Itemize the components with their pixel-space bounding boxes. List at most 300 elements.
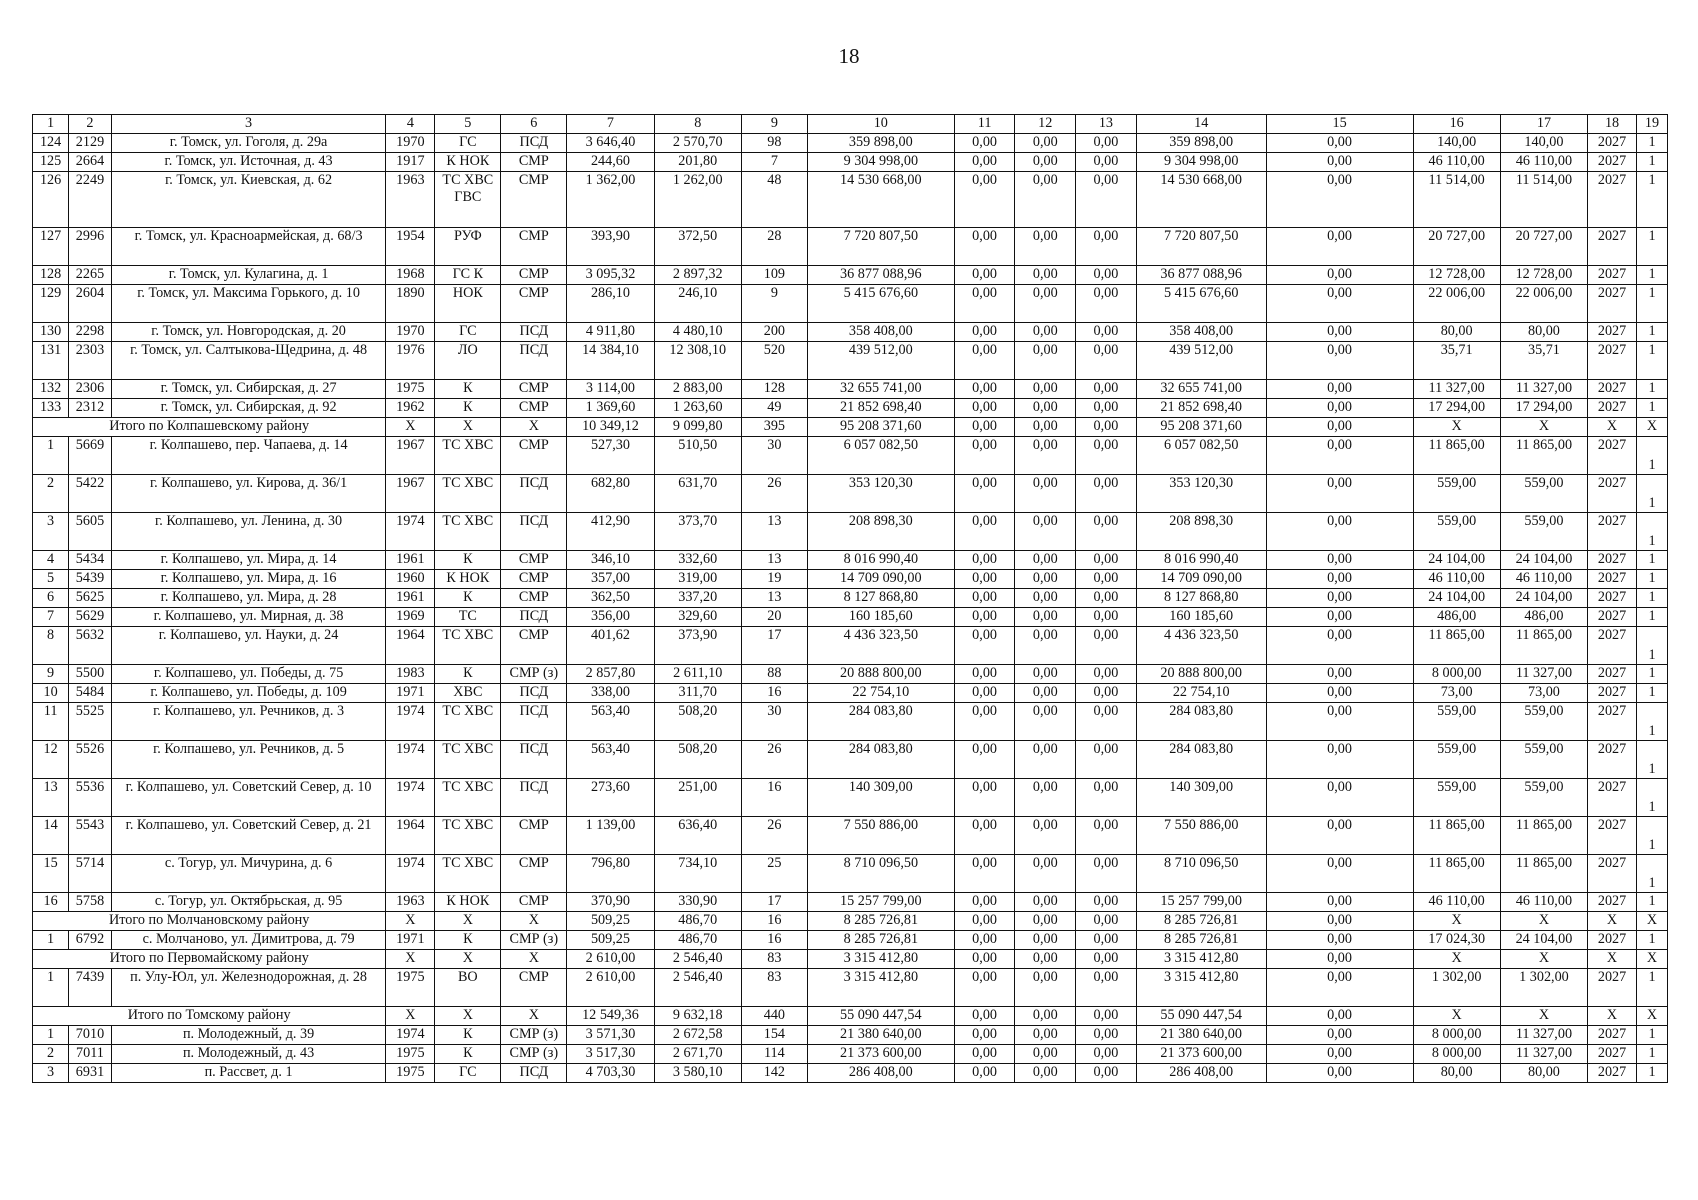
- cell-col-11: 0,00: [954, 665, 1015, 684]
- cell-col-18: 2027: [1588, 589, 1637, 608]
- cell-col-6: ПСД: [501, 684, 567, 703]
- cell-col-5: К: [435, 1045, 501, 1064]
- cell-col-6: СМР: [501, 855, 567, 893]
- cell-col-16: 24 104,00: [1413, 589, 1500, 608]
- cell-col-2: 5434: [69, 551, 112, 570]
- cell-col-6: СМР: [501, 172, 567, 228]
- cell-col-1: 10: [33, 684, 69, 703]
- cell-col-5: Х: [435, 418, 501, 437]
- cell-col-2: 7439: [69, 969, 112, 1007]
- cell-col-18: 2027: [1588, 665, 1637, 684]
- cell-col-1: 3: [33, 1064, 69, 1083]
- cell-col-8: 486,70: [654, 912, 741, 931]
- address-cell: с. Тогур, ул. Октябрьская, д. 95: [111, 893, 386, 912]
- column-header-9: 9: [741, 115, 807, 134]
- column-header-3: 3: [111, 115, 386, 134]
- cell-col-2: 2604: [69, 285, 112, 323]
- cell-col-19: 1: [1637, 172, 1668, 228]
- cell-col-16: 12 728,00: [1413, 266, 1500, 285]
- cell-col-4: 1976: [386, 342, 435, 380]
- cell-col-7: 356,00: [567, 608, 654, 627]
- cell-col-9: 98: [741, 134, 807, 153]
- cell-col-1: 6: [33, 589, 69, 608]
- cell-col-17: 11 865,00: [1500, 817, 1587, 855]
- cell-col-7: 370,90: [567, 893, 654, 912]
- cell-col-17: 11 327,00: [1500, 665, 1587, 684]
- cell-col-17: Х: [1500, 912, 1587, 931]
- cell-col-5: К: [435, 589, 501, 608]
- cell-col-13: 0,00: [1076, 1064, 1137, 1083]
- cell-col-1: 1: [33, 437, 69, 475]
- cell-col-7: 338,00: [567, 684, 654, 703]
- cell-col-15: 0,00: [1266, 323, 1413, 342]
- cell-col-2: 5543: [69, 817, 112, 855]
- cell-col-9: 28: [741, 228, 807, 266]
- cell-col-8: 246,10: [654, 285, 741, 323]
- cell-col-2: 6931: [69, 1064, 112, 1083]
- cell-col-13: 0,00: [1076, 779, 1137, 817]
- table-row: [33, 893, 1668, 912]
- cell-col-19: 1: [1637, 684, 1668, 703]
- cell-col-10: 5 415 676,60: [807, 285, 954, 323]
- cell-col-15: 0,00: [1266, 893, 1413, 912]
- cell-col-14: 353 120,30: [1136, 475, 1266, 513]
- cell-col-9: 26: [741, 475, 807, 513]
- cell-col-12: 0,00: [1015, 817, 1076, 855]
- cell-col-9: 30: [741, 437, 807, 475]
- cell-col-7: 12 549,36: [567, 1007, 654, 1026]
- cell-col-10: 32 655 741,00: [807, 380, 954, 399]
- cell-col-17: 17 294,00: [1500, 399, 1587, 418]
- table-row: [33, 285, 1668, 323]
- address-cell: г. Томск, ул. Сибирская, д. 92: [111, 399, 386, 418]
- cell-col-6: ПСД: [501, 513, 567, 551]
- cell-col-13: 0,00: [1076, 1026, 1137, 1045]
- cell-col-12: 0,00: [1015, 741, 1076, 779]
- cell-col-4: 1971: [386, 931, 435, 950]
- cell-col-6: СМР: [501, 437, 567, 475]
- cell-col-11: 0,00: [954, 418, 1015, 437]
- cell-col-18: 2027: [1588, 893, 1637, 912]
- cell-col-15: 0,00: [1266, 342, 1413, 380]
- cell-col-19: 1: [1637, 513, 1668, 551]
- cell-col-10: 21 852 698,40: [807, 399, 954, 418]
- cell-col-18: 2027: [1588, 855, 1637, 893]
- table-row: [33, 551, 1668, 570]
- cell-col-11: 0,00: [954, 931, 1015, 950]
- cell-col-9: 440: [741, 1007, 807, 1026]
- cell-col-13: 0,00: [1076, 893, 1137, 912]
- cell-col-19: 1: [1637, 779, 1668, 817]
- cell-col-10: 140 309,00: [807, 779, 954, 817]
- cell-col-2: 5758: [69, 893, 112, 912]
- cell-col-6: СМР: [501, 969, 567, 1007]
- cell-col-17: 559,00: [1500, 703, 1587, 741]
- table-row: [33, 665, 1668, 684]
- cell-col-7: 682,80: [567, 475, 654, 513]
- cell-col-16: 80,00: [1413, 1064, 1500, 1083]
- cell-col-8: 4 480,10: [654, 323, 741, 342]
- cell-col-12: 0,00: [1015, 855, 1076, 893]
- cell-col-15: 0,00: [1266, 1045, 1413, 1064]
- cell-col-4: 1962: [386, 399, 435, 418]
- cell-col-9: 17: [741, 627, 807, 665]
- cell-col-1: 2: [33, 475, 69, 513]
- cell-col-6: СМР (з): [501, 931, 567, 950]
- cell-col-5: НОК: [435, 285, 501, 323]
- cell-col-14: 8 285 726,81: [1136, 912, 1266, 931]
- cell-col-18: 2027: [1588, 931, 1637, 950]
- column-header-13: 13: [1076, 115, 1137, 134]
- cell-col-14: 21 852 698,40: [1136, 399, 1266, 418]
- cell-col-8: 734,10: [654, 855, 741, 893]
- cell-col-18: 2027: [1588, 399, 1637, 418]
- column-header-8: 8: [654, 115, 741, 134]
- cell-col-8: 1 262,00: [654, 172, 741, 228]
- column-header-16: 16: [1413, 115, 1500, 134]
- column-header-18: 18: [1588, 115, 1637, 134]
- cell-col-4: 1974: [386, 779, 435, 817]
- cell-col-18: 2027: [1588, 684, 1637, 703]
- cell-col-11: 0,00: [954, 627, 1015, 665]
- cell-col-5: ГС: [435, 134, 501, 153]
- cell-col-14: 9 304 998,00: [1136, 153, 1266, 172]
- cell-col-13: 0,00: [1076, 228, 1137, 266]
- column-header-5: 5: [435, 115, 501, 134]
- cell-col-5: ТС ХВС: [435, 779, 501, 817]
- table-row: [33, 855, 1668, 893]
- cell-col-1: 1: [33, 931, 69, 950]
- cell-col-14: 8 016 990,40: [1136, 551, 1266, 570]
- cell-col-5: ТС ХВС: [435, 817, 501, 855]
- cell-col-16: 11 865,00: [1413, 817, 1500, 855]
- cell-col-7: 3 095,32: [567, 266, 654, 285]
- cell-col-5: ГС К: [435, 266, 501, 285]
- cell-col-14: 21 380 640,00: [1136, 1026, 1266, 1045]
- cell-col-18: 2027: [1588, 228, 1637, 266]
- cell-col-4: 1963: [386, 172, 435, 228]
- cell-col-10: 3 315 412,80: [807, 950, 954, 969]
- cell-col-5: ТС ХВС ГВС: [435, 172, 501, 228]
- table-row: [33, 172, 1668, 228]
- cell-col-10: 286 408,00: [807, 1064, 954, 1083]
- cell-col-9: 26: [741, 817, 807, 855]
- cell-col-2: 2249: [69, 172, 112, 228]
- cell-col-19: 1: [1637, 437, 1668, 475]
- cell-col-2: 5439: [69, 570, 112, 589]
- cell-col-17: 24 104,00: [1500, 931, 1587, 950]
- cell-col-6: Х: [501, 1007, 567, 1026]
- cell-col-13: 0,00: [1076, 608, 1137, 627]
- cell-col-13: 0,00: [1076, 912, 1137, 931]
- cell-col-4: 1963: [386, 893, 435, 912]
- cell-col-5: ЛО: [435, 342, 501, 380]
- cell-col-10: 359 898,00: [807, 134, 954, 153]
- cell-col-15: 0,00: [1266, 665, 1413, 684]
- address-cell: г. Колпашево, ул. Кирова, д. 36/1: [111, 475, 386, 513]
- cell-col-9: 520: [741, 342, 807, 380]
- cell-col-2: 6792: [69, 931, 112, 950]
- cell-col-6: ПСД: [501, 342, 567, 380]
- cell-col-5: ТС ХВС: [435, 855, 501, 893]
- cell-col-15: 0,00: [1266, 684, 1413, 703]
- cell-col-13: 0,00: [1076, 570, 1137, 589]
- cell-col-4: 1974: [386, 1026, 435, 1045]
- cell-col-9: 83: [741, 950, 807, 969]
- cell-col-6: СМР: [501, 228, 567, 266]
- cell-col-10: 21 373 600,00: [807, 1045, 954, 1064]
- cell-col-12: 0,00: [1015, 570, 1076, 589]
- address-cell: г. Колпашево, ул. Ленина, д. 30: [111, 513, 386, 551]
- cell-col-8: 2 611,10: [654, 665, 741, 684]
- cell-col-10: 3 315 412,80: [807, 969, 954, 1007]
- cell-col-14: 36 877 088,96: [1136, 266, 1266, 285]
- cell-col-9: 13: [741, 513, 807, 551]
- cell-col-9: 128: [741, 380, 807, 399]
- cell-col-18: 2027: [1588, 475, 1637, 513]
- table-row: [33, 817, 1668, 855]
- cell-col-17: 486,00: [1500, 608, 1587, 627]
- cell-col-18: 2027: [1588, 779, 1637, 817]
- cell-col-1: 128: [33, 266, 69, 285]
- address-cell: г. Колпашево, ул. Советский Север, д. 21: [111, 817, 386, 855]
- cell-col-8: 486,70: [654, 931, 741, 950]
- cell-col-11: 0,00: [954, 323, 1015, 342]
- cell-col-19: 1: [1637, 228, 1668, 266]
- cell-col-4: 1967: [386, 437, 435, 475]
- cell-col-1: 3: [33, 513, 69, 551]
- cell-col-10: 284 083,80: [807, 703, 954, 741]
- cell-col-8: 508,20: [654, 703, 741, 741]
- cell-col-16: 35,71: [1413, 342, 1500, 380]
- cell-col-16: Х: [1413, 912, 1500, 931]
- cell-col-18: Х: [1588, 1007, 1637, 1026]
- cell-col-1: 5: [33, 570, 69, 589]
- cell-col-19: 1: [1637, 627, 1668, 665]
- cell-col-11: 0,00: [954, 513, 1015, 551]
- cell-col-13: 0,00: [1076, 1045, 1137, 1064]
- cell-col-9: 30: [741, 703, 807, 741]
- cell-col-15: 0,00: [1266, 380, 1413, 399]
- cell-col-14: 208 898,30: [1136, 513, 1266, 551]
- cell-col-16: 22 006,00: [1413, 285, 1500, 323]
- cell-col-11: 0,00: [954, 153, 1015, 172]
- cell-col-14: 20 888 800,00: [1136, 665, 1266, 684]
- cell-col-8: 636,40: [654, 817, 741, 855]
- cell-col-17: 24 104,00: [1500, 589, 1587, 608]
- cell-col-14: 14 709 090,00: [1136, 570, 1266, 589]
- cell-col-19: 1: [1637, 153, 1668, 172]
- cell-col-6: ПСД: [501, 608, 567, 627]
- table-row: [33, 684, 1668, 703]
- cell-col-14: 284 083,80: [1136, 703, 1266, 741]
- cell-col-1: 1: [33, 1026, 69, 1045]
- cell-col-5: ТС: [435, 608, 501, 627]
- cell-col-18: 2027: [1588, 1045, 1637, 1064]
- cell-col-8: 2 546,40: [654, 969, 741, 1007]
- cell-col-4: 1954: [386, 228, 435, 266]
- cell-col-11: 0,00: [954, 1045, 1015, 1064]
- cell-col-10: 8 285 726,81: [807, 931, 954, 950]
- cell-col-9: 9: [741, 285, 807, 323]
- cell-col-8: 631,70: [654, 475, 741, 513]
- cell-col-16: Х: [1413, 418, 1500, 437]
- cell-col-12: 0,00: [1015, 285, 1076, 323]
- cell-col-16: 559,00: [1413, 475, 1500, 513]
- cell-col-14: 7 550 886,00: [1136, 817, 1266, 855]
- cell-col-1: 124: [33, 134, 69, 153]
- district-total-label: Итого по Томскому району: [33, 1007, 386, 1026]
- cell-col-4: 1970: [386, 323, 435, 342]
- cell-col-18: 2027: [1588, 153, 1637, 172]
- cell-col-7: 509,25: [567, 912, 654, 931]
- cell-col-14: 160 185,60: [1136, 608, 1266, 627]
- cell-col-4: 1960: [386, 570, 435, 589]
- cell-col-13: 0,00: [1076, 969, 1137, 1007]
- cell-col-12: 0,00: [1015, 228, 1076, 266]
- cell-col-13: 0,00: [1076, 855, 1137, 893]
- cell-col-11: 0,00: [954, 969, 1015, 1007]
- cell-col-7: 393,90: [567, 228, 654, 266]
- cell-col-6: СМР: [501, 551, 567, 570]
- cell-col-5: ТС ХВС: [435, 513, 501, 551]
- cell-col-15: 0,00: [1266, 931, 1413, 950]
- table-row: [33, 627, 1668, 665]
- table-row: [33, 323, 1668, 342]
- cell-col-10: 55 090 447,54: [807, 1007, 954, 1026]
- cell-col-15: 0,00: [1266, 627, 1413, 665]
- cell-col-18: Х: [1588, 912, 1637, 931]
- column-header-11: 11: [954, 115, 1015, 134]
- cell-col-7: 1 139,00: [567, 817, 654, 855]
- cell-col-7: 244,60: [567, 153, 654, 172]
- address-cell: г. Колпашево, ул. Мирная, д. 38: [111, 608, 386, 627]
- cell-col-19: 1: [1637, 551, 1668, 570]
- cell-col-11: 0,00: [954, 172, 1015, 228]
- cell-col-14: 3 315 412,80: [1136, 969, 1266, 1007]
- cell-col-13: 0,00: [1076, 513, 1137, 551]
- cell-col-8: 3 580,10: [654, 1064, 741, 1083]
- cell-col-12: 0,00: [1015, 399, 1076, 418]
- cell-col-4: 1961: [386, 589, 435, 608]
- cell-col-12: 0,00: [1015, 266, 1076, 285]
- cell-col-15: 0,00: [1266, 969, 1413, 1007]
- cell-col-7: 796,80: [567, 855, 654, 893]
- cell-col-7: 2 610,00: [567, 969, 654, 1007]
- cell-col-10: 15 257 799,00: [807, 893, 954, 912]
- cell-col-11: 0,00: [954, 551, 1015, 570]
- cell-col-18: 2027: [1588, 627, 1637, 665]
- cell-col-11: 0,00: [954, 437, 1015, 475]
- cell-col-19: Х: [1637, 418, 1668, 437]
- cell-col-4: 1968: [386, 266, 435, 285]
- cell-col-5: ХВС: [435, 684, 501, 703]
- cell-col-6: ПСД: [501, 323, 567, 342]
- cell-col-17: 559,00: [1500, 779, 1587, 817]
- cell-col-10: 358 408,00: [807, 323, 954, 342]
- cell-col-7: 2 857,80: [567, 665, 654, 684]
- cell-col-1: 129: [33, 285, 69, 323]
- district-total-label: Итого по Первомайскому району: [33, 950, 386, 969]
- column-header-7: 7: [567, 115, 654, 134]
- cell-col-19: 1: [1637, 931, 1668, 950]
- cell-col-4: 1964: [386, 627, 435, 665]
- cell-col-19: 1: [1637, 855, 1668, 893]
- cell-col-10: 8 127 868,80: [807, 589, 954, 608]
- cell-col-18: 2027: [1588, 342, 1637, 380]
- cell-col-9: 17: [741, 893, 807, 912]
- cell-col-2: 5536: [69, 779, 112, 817]
- cell-col-5: К НОК: [435, 153, 501, 172]
- cell-col-14: 55 090 447,54: [1136, 1007, 1266, 1026]
- table-row: [33, 1026, 1668, 1045]
- cell-col-2: 5526: [69, 741, 112, 779]
- cell-col-12: 0,00: [1015, 608, 1076, 627]
- cell-col-19: 1: [1637, 969, 1668, 1007]
- cell-col-13: 0,00: [1076, 437, 1137, 475]
- cell-col-8: 508,20: [654, 741, 741, 779]
- cell-col-10: 21 380 640,00: [807, 1026, 954, 1045]
- cell-col-18: 2027: [1588, 437, 1637, 475]
- cell-col-17: 559,00: [1500, 513, 1587, 551]
- cell-col-10: 208 898,30: [807, 513, 954, 551]
- cell-col-16: 559,00: [1413, 779, 1500, 817]
- cell-col-11: 0,00: [954, 285, 1015, 323]
- table-row: [33, 134, 1668, 153]
- cell-col-19: Х: [1637, 912, 1668, 931]
- cell-col-1: 8: [33, 627, 69, 665]
- cell-col-10: 353 120,30: [807, 475, 954, 513]
- address-cell: г. Колпашево, ул. Речников, д. 3: [111, 703, 386, 741]
- cell-col-11: 0,00: [954, 817, 1015, 855]
- cell-col-9: 200: [741, 323, 807, 342]
- cell-col-2: 5422: [69, 475, 112, 513]
- cell-col-12: 0,00: [1015, 513, 1076, 551]
- cell-col-1: 13: [33, 779, 69, 817]
- cell-col-10: 160 185,60: [807, 608, 954, 627]
- cell-col-6: ПСД: [501, 703, 567, 741]
- column-header-6: 6: [501, 115, 567, 134]
- cell-col-2: 2306: [69, 380, 112, 399]
- cell-col-12: 0,00: [1015, 703, 1076, 741]
- cell-col-6: СМР (з): [501, 1045, 567, 1064]
- cell-col-6: СМР: [501, 589, 567, 608]
- cell-col-16: 17 024,30: [1413, 931, 1500, 950]
- cell-col-19: 1: [1637, 589, 1668, 608]
- cell-col-16: 8 000,00: [1413, 1026, 1500, 1045]
- cell-col-13: 0,00: [1076, 589, 1137, 608]
- cell-col-9: 83: [741, 969, 807, 1007]
- cell-col-13: 0,00: [1076, 475, 1137, 513]
- cell-col-19: 1: [1637, 285, 1668, 323]
- cell-col-7: 1 362,00: [567, 172, 654, 228]
- cell-col-11: 0,00: [954, 266, 1015, 285]
- address-cell: г. Томск, ул. Кулагина, д. 1: [111, 266, 386, 285]
- cell-col-16: 11 865,00: [1413, 855, 1500, 893]
- cell-col-11: 0,00: [954, 399, 1015, 418]
- address-cell: г. Колпашево, ул. Победы, д. 109: [111, 684, 386, 703]
- cell-col-10: 14 530 668,00: [807, 172, 954, 228]
- cell-col-15: 0,00: [1266, 228, 1413, 266]
- cell-col-7: 286,10: [567, 285, 654, 323]
- cell-col-13: 0,00: [1076, 950, 1137, 969]
- cell-col-18: 2027: [1588, 817, 1637, 855]
- cell-col-2: 2303: [69, 342, 112, 380]
- column-header-19: 19: [1637, 115, 1668, 134]
- cell-col-9: 26: [741, 741, 807, 779]
- cell-col-16: 17 294,00: [1413, 399, 1500, 418]
- cell-col-4: 1971: [386, 684, 435, 703]
